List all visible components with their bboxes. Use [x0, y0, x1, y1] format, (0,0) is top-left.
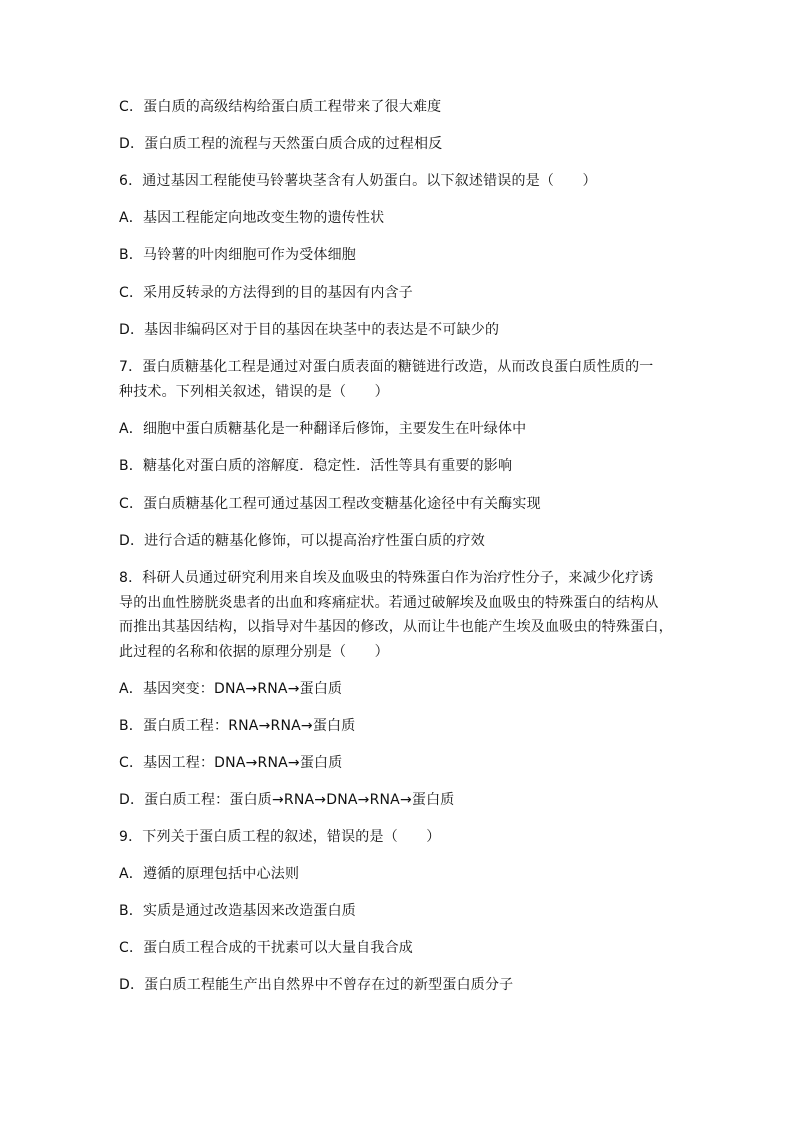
option-a-q7: A．细胞中蛋白质糖基化是一种翻译后修饰，主要发生在叶绿体中 — [119, 421, 527, 437]
option-a-q6: A．基因工程能定向地改变生物的遗传性状 — [119, 210, 385, 226]
question-7-line-2: 种技术。下列相关叙述，错误的是（ ） — [119, 384, 389, 400]
option-c-q6: C．采用反转录的方法得到的目的基因有内含子 — [119, 285, 413, 301]
option-c-q9: C．蛋白质工程合成的干扰素可以大量自我合成 — [119, 940, 413, 956]
option-d-q7: D．进行合适的糖基化修饰，可以提高治疗性蛋白质的疗效 — [119, 533, 485, 549]
question-6: 6．通过基因工程能使马铃薯块茎含有人奶蛋白。以下叙述错误的是（ ） — [119, 173, 597, 189]
option-c-q8: C．基因工程：DNA→RNA→蛋白质 — [119, 755, 343, 771]
option-c-q5: C．蛋白质的高级结构给蛋白质工程带来了很大难度 — [119, 99, 442, 115]
option-d-q8: D．蛋白质工程：蛋白质→RNA→DNA→RNA→蛋白质 — [119, 792, 455, 808]
question-7-line-1: 7．蛋白质糖基化工程是通过对蛋白质表面的糖链进行改造，从而改良蛋白质性质的一 — [119, 359, 654, 375]
option-b-q9: B．实质是通过改造基因来改造蛋白质 — [119, 903, 357, 919]
option-a-q8: A．基因突变：DNA→RNA→蛋白质 — [119, 681, 343, 697]
option-d-q6: D．基因非编码区对于目的基因在块茎中的表达是不可缺少的 — [119, 322, 500, 338]
question-8-line-3: 而推出其基因结构，以指导对牛基因的修改，从而让牛也能产生埃及血吸虫的特殊蛋白， — [119, 619, 673, 635]
question-8-line-4: 此过程的名称和依据的原理分别是（ ） — [119, 644, 389, 660]
option-b-q8: B．蛋白质工程：RNA→RNA→蛋白质 — [119, 718, 356, 734]
option-d-q9: D．蛋白质工程能生产出自然界中不曾存在过的新型蛋白质分子 — [119, 977, 514, 993]
option-b-q7: B．糖基化对蛋白质的溶解度．稳定性．活性等具有重要的影响 — [119, 458, 513, 474]
question-8-line-1: 8．科研人员通过研究利用来自埃及血吸虫的特殊蛋白作为治疗性分子，来减少化疗诱 — [119, 570, 654, 586]
option-c-q7: C．蛋白质糖基化工程可通过基因工程改变糖基化途径中有关酶实现 — [119, 496, 541, 512]
option-b-q6: B．马铃薯的叶肉细胞可作为受体细胞 — [119, 247, 357, 263]
option-a-q9: A．遵循的原理包括中心法则 — [119, 866, 300, 882]
option-d-q5: D．蛋白质工程的流程与天然蛋白质合成的过程相反 — [119, 136, 443, 152]
question-8-line-2: 导的出血性膀胱炎患者的出血和疼痛症状。若通过破解埃及血吸虫的特殊蛋白的结构从 — [119, 595, 659, 611]
question-9: 9．下列关于蛋白质工程的叙述，错误的是（ ） — [119, 829, 441, 845]
